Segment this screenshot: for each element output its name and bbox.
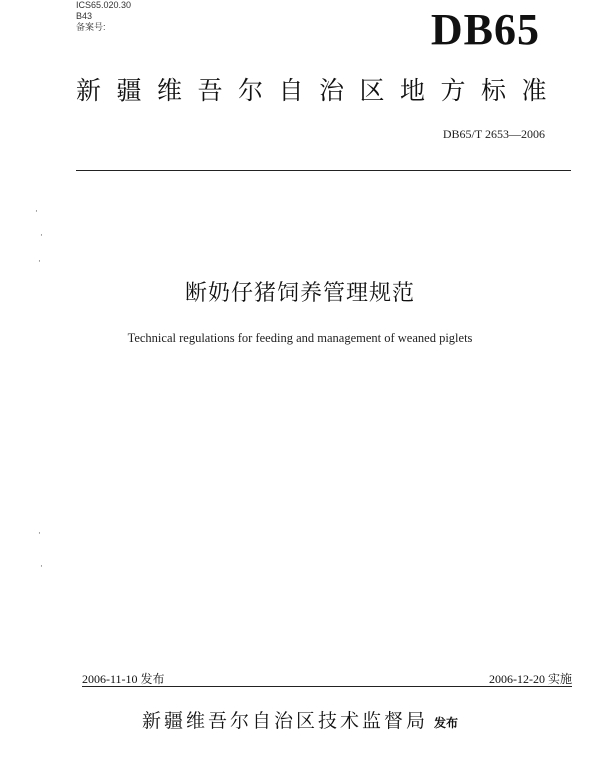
issuer-suffix: 发布 [434,716,459,730]
document-title-english: Technical regulations for feeding and management of weaned piglets [127,331,473,345]
ics-code: ICS65.020.30 [76,0,132,10]
ccs-code: B43 [76,11,93,21]
scan-speck: · [38,529,41,539]
issue-date: 2006-11-10 发布 [82,672,165,686]
scan-speck: · [40,231,43,241]
scan-speck: · [35,207,38,217]
classification-block [76,0,131,33]
standard-number: DB65/T 2653—2006 [442,127,545,141]
scan-speck: · [40,562,43,572]
organization-title: 新疆维吾尔自治区地方标准 [76,76,563,105]
document-title-chinese: 断奶仔猪饲养管理规范 [184,281,415,306]
record-number-label: 备案号: [76,22,106,32]
footer-divider [82,686,572,687]
issuer-name: 新疆维吾尔自治区技术监督局 [141,710,428,732]
scan-speck: · [38,257,41,267]
standard-code-logo: DB65 [430,5,540,54]
header-divider [76,170,571,171]
implementation-date: 2006-12-20 实施 [489,672,572,686]
issuing-authority [0,706,600,733]
